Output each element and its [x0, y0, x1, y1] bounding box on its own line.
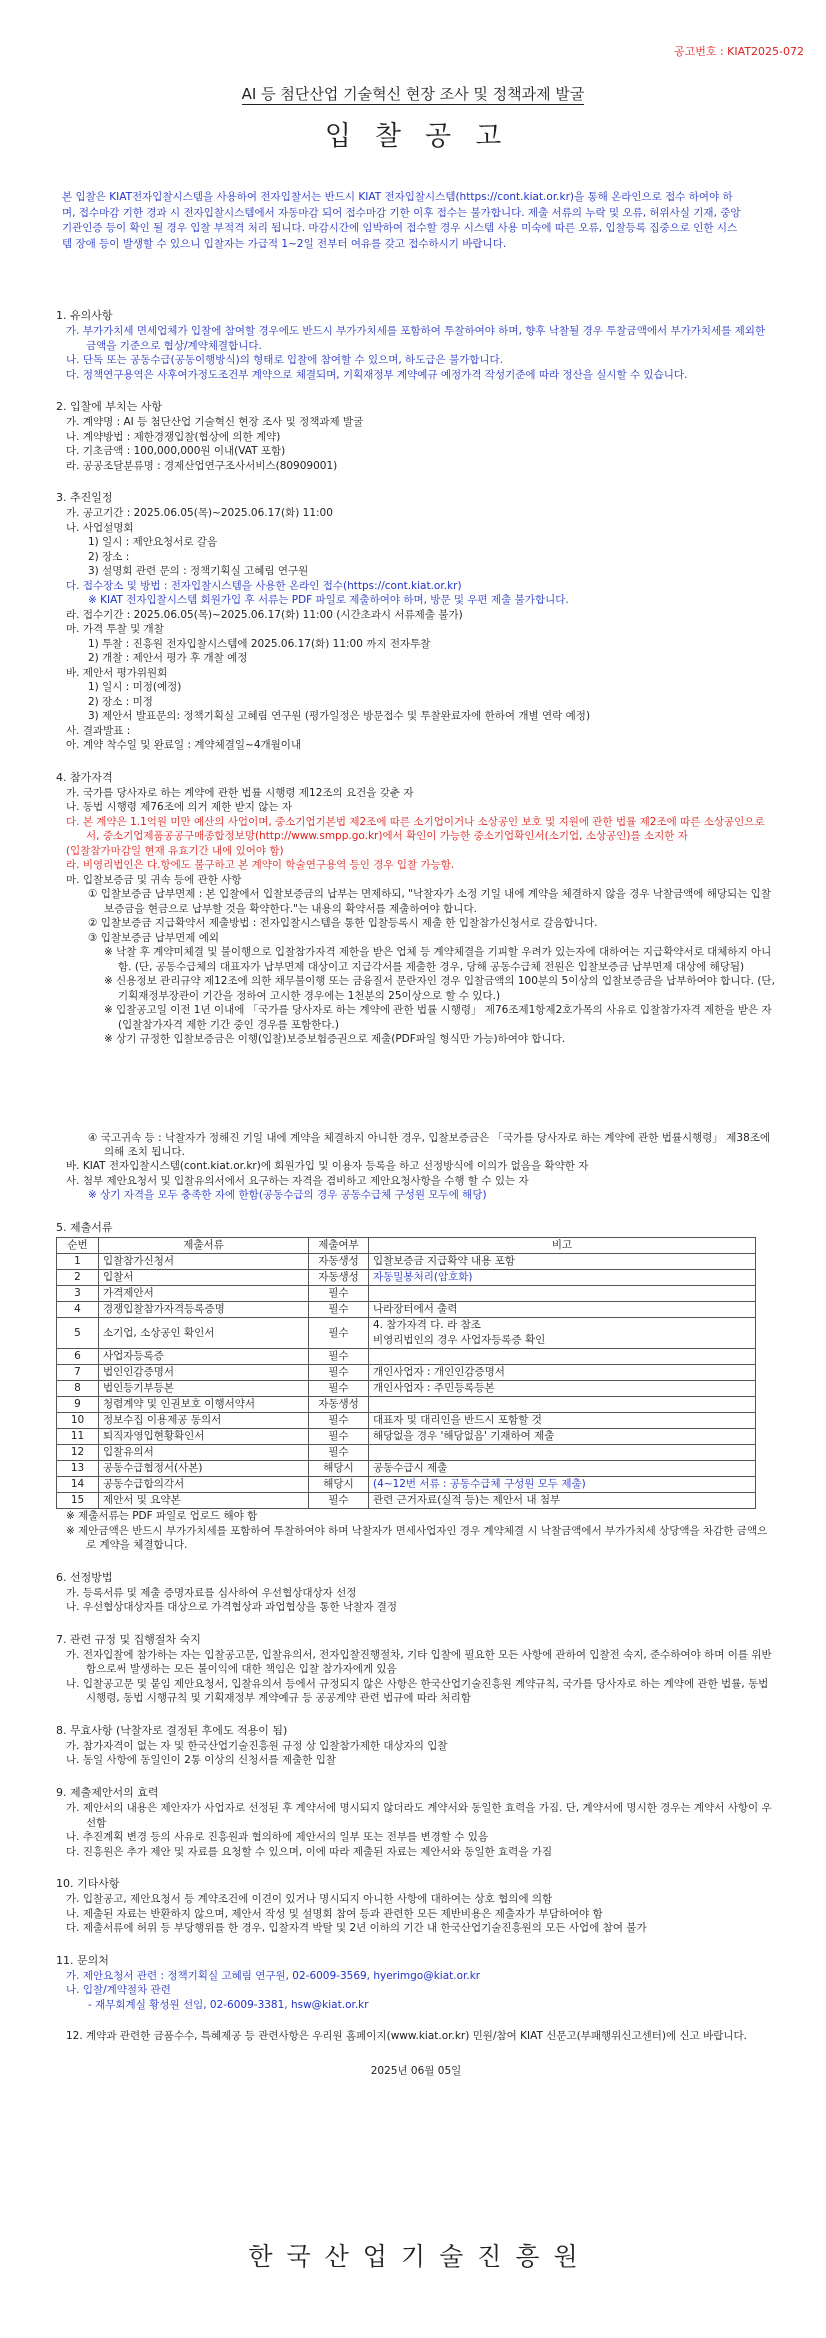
section-heading: 9. 제출제안서의 효력: [56, 1785, 159, 1799]
section-4: [56, 770, 776, 1203]
list-item: 마. 입찰보증금 및 귀속 등에 관한 사항: [66, 873, 242, 886]
list-item: 가. 참가자격이 없는 자 및 한국산업기술진흥원 규정 상 입찰참가제한 대상자의 입찰: [66, 1739, 448, 1752]
table-cell: [369, 1286, 756, 1302]
list-item: 바. KIAT 전자입찰시스템(cont.kiat.or.kr)에 회원가입 및 이용자 등록을 하고 선정방식에 이의가 없음을 확약한 자: [66, 1160, 589, 1173]
list-item: - 재무회계실 황성원 선임, 02-6009-3381, hsw@kiat.or.kr: [88, 1998, 369, 2011]
list-item: 다. 접수장소 및 방법 : 전자입찰시스템을 사용한 온라인 접수(https://cont.kiat.or.kr): [66, 579, 462, 592]
list-item: 나. 입찰공고문 및 붙임 제안요청서, 입찰유의서 등에서 규정되지 않은 사항은 한국산업기술진흥원 계약규칙, 국가를 당사자로 하는 계약에 관한 법률, 동법 시행령, 동법 시행규칙 및 기획재정부 계약예규 등 공공계약 관련 법규에 따라 처리함: [66, 1677, 769, 1705]
notice-date: 2025년 06월 05일: [370, 2064, 462, 2077]
list-item: 12. 계약과 관련한 금품수수, 특혜제공 등 관련사항은 우리원 홈페이지(www.kiat.or.kr) 민원/참여 KIAT 신문고(부패행위신고센터)에 신고 바랍니다.: [66, 2030, 747, 2043]
list-item: ※ 상기 자격을 모두 충족한 자에 한함(공동수급의 경우 공동수급체 구성원 모두에 해당): [88, 1189, 487, 1202]
table-cell: 10: [57, 1413, 99, 1429]
table-row: [57, 1461, 756, 1477]
section-heading: 7. 관련 규정 및 집행절차 숙지: [56, 1632, 201, 1646]
table-cell: 자동생성: [309, 1270, 369, 1286]
list-item: 라. 접수기간 : 2025.06.05(목)~2025.06.17(화) 11:00 (시간초과시 서류제출 불가): [66, 608, 463, 621]
table-cell: 해당시: [309, 1477, 369, 1493]
cell-note: (4~12번 서류 : 공동수급체 구성원 모두 제출): [373, 1478, 586, 1491]
table-cell: [369, 1413, 756, 1429]
table-cell: [369, 1397, 756, 1413]
list-item: 마. 가격 투찰 및 개찰: [66, 623, 164, 636]
list-item: ② 입찰보증금 지급확약서 제출방법 : 전자입찰시스템을 통한 입찰등록시 제출 한 입찰참가신청서로 갈음합니다.: [88, 917, 598, 930]
list-item: 다. 본 계약은 1.1억원 미만 예산의 사업이며, 중소기업기본법 제2조에 따른 소기업이거나 소상공인 보호 및 지원에 관한 법률 제2조에 따른 소상공인으로서, 중소기업제품공공구매종합정보망(http://www.smpp.go.kr)에서 확인이 가능한 중소기업확인서(소기업, 소상공인)를 소지한 자: [66, 815, 765, 843]
table-cell: 3: [57, 1286, 99, 1302]
table-row: [57, 1302, 756, 1318]
section-1: [56, 308, 776, 382]
intro-paragraph: 본 입찰은 KIAT전자입찰시스템을 사용하여 전자입찰서는 반드시 KIAT 전자입찰시스템(https://cont.kiat.or.kr)을 통해 온라인으로 접수 하여야 하며, 접수마감 기한 경과 시 전자입찰시스템에서 자동마감 되어 접수마감 기한 이후 접수는 불가합니다. 제출 서류의 누락 및 오류, 허위사실 기재, 중앙기관인증 등이 확인 될 경우 입찰 부적격 처리 됩니다. 마감시간에 임박하여 접수할 경우 시스템 사용 미숙에 따른 오류, 입찰등록 집중으로 인한 시스템 장애 등이 발생할 수 있으니 입찰자는 가급적 1~2일 전부터 여유를 갖고 접수하시기 바랍니다.: [62, 191, 741, 250]
section-11: [56, 1953, 776, 2013]
documents-table: [56, 1237, 756, 1509]
column-header: 제출여부: [309, 1238, 369, 1254]
cell-note: 개인사업자 : 주민등록등본: [373, 1382, 495, 1395]
list-item: 3) 제안서 발표문의: 정책기획실 고혜림 연구원 (평가일정은 방문접수 및 투찰완료자에 한하여 개별 연락 예정): [88, 710, 591, 723]
table-cell: 15: [57, 1493, 99, 1509]
section-2: [56, 399, 776, 473]
column-header: 제출서류: [99, 1238, 309, 1254]
table-cell: [369, 1318, 756, 1349]
table-cell: 14: [57, 1477, 99, 1493]
section-heading: 10. 기타사항: [56, 1877, 120, 1891]
table-row: [57, 1397, 756, 1413]
table-cell: 4: [57, 1302, 99, 1318]
table-row: [57, 1381, 756, 1397]
list-item: 2) 장소 :: [88, 550, 130, 563]
list-item: 가. 전자입찰에 참가하는 자는 입찰공고문, 입찰유의서, 전자입찰진행절차, 기타 입찰에 필요한 모든 사항에 관하여 입찰전 숙지, 준수하여야 하며 이를 위반함으로써 발생하는 모든 불이익에 대한 책임은 입찰 참가자에게 있음: [66, 1648, 772, 1676]
table-cell: 5: [57, 1318, 99, 1349]
table-cell: 필수: [309, 1429, 369, 1445]
section-heading: 1. 유의사항: [56, 309, 113, 322]
section-heading: 2. 입찰에 부치는 사항: [56, 400, 162, 414]
table-cell: 퇴직자영입현황확인서: [99, 1429, 309, 1445]
table-row: [57, 1318, 756, 1349]
list-item: 다. 기초금액 : 100,000,000원 이내(VAT 포함): [66, 445, 286, 458]
cell-note: 관련 근거자료(실적 등)는 제안서 내 첨부: [373, 1494, 561, 1507]
cell-note: 개인사업자 : 개인인감증명서: [373, 1366, 505, 1379]
list-item: 나. 단독 또는 공동수급(공동이행방식)의 형태로 입찰에 참여할 수 있으며, 하도급은 불가합니다.: [66, 354, 504, 367]
table-cell: 필수: [309, 1302, 369, 1318]
table-row: [57, 1254, 756, 1270]
list-item: 가. 입찰공고, 제안요청서 등 계약조건에 이견이 있거나 명시되지 아니한 사항에 대하여는 상호 협의에 의함: [66, 1893, 553, 1906]
table-cell: 필수: [309, 1413, 369, 1429]
list-item: 1) 일시 : 제안요청서로 갈음: [88, 536, 218, 549]
table-header-row: [57, 1238, 756, 1254]
table-cell: 공동수급합의각서: [99, 1477, 309, 1493]
table-cell: 입찰참가신청서: [99, 1254, 309, 1270]
table-cell: 12: [57, 1445, 99, 1461]
organization-name: 한국산업기술진흥원: [248, 2242, 592, 2271]
list-item: 나. 계약방법 : 제한경쟁입찰(협상에 의한 계약): [66, 430, 281, 443]
list-item: 나. 동일 사항에 동일인이 2통 이상의 신청서를 제출한 입찰: [66, 1754, 337, 1767]
table-cell: 필수: [309, 1381, 369, 1397]
cell-note: 비영리법인의 경우 사업자등록증 확인: [373, 1334, 546, 1347]
table-cell: [369, 1302, 756, 1318]
list-item: 나. 제출된 자료는 반환하지 않으며, 제안서 작성 및 설명회 참여 등과 관련한 모든 제반비용은 제출자가 부담하여야 함: [66, 1907, 603, 1920]
list-item: 가. 국가를 당사자로 하는 계약에 관한 법률 시행령 제12조의 요건을 갖춘 자: [66, 786, 414, 799]
column-header: 비고: [369, 1238, 756, 1254]
table-cell: 법인인감증명서: [99, 1365, 309, 1381]
cell-note: 나라장터에서 출력: [373, 1303, 458, 1316]
list-item: 1) 투찰 : 진흥원 전자입찰시스템에 2025.06.17(화) 11:00 까지 전자투찰: [88, 637, 431, 650]
list-item: ④ 국고귀속 등 : 낙찰자가 정해진 기일 내에 계약을 체결하지 아니한 경우, 입찰보증금은 「국가를 당사자로 하는 계약에 관한 법률시행령」 제38조에 의해 조치 됩니다.: [88, 1131, 771, 1158]
list-item: ※ 제출서류는 PDF 파일로 업로드 해야 함: [66, 1510, 258, 1523]
notice-number: 공고번호 : KIAT2025-072: [673, 45, 804, 58]
list-item: 가. 공고기간 : 2025.06.05(목)~2025.06.17(화) 11:00: [66, 507, 333, 520]
table-cell: 필수: [309, 1445, 369, 1461]
table-cell: 13: [57, 1461, 99, 1477]
table-cell: 사업자등록증: [99, 1349, 309, 1365]
list-item: 다. 정책연구용역은 사후여가정도조건부 계약으로 체결되며, 기획재정부 계약예규 예정가격 작성기준에 따라 정산을 실시할 수 있습니다.: [66, 368, 688, 381]
table-cell: 6: [57, 1349, 99, 1365]
table-cell: 제안서 및 요약본: [99, 1493, 309, 1509]
list-item: ※ 입찰공고일 이전 1년 이내에 「국가를 당사자로 하는 계약에 관한 법률 시행령」 제76조제1항제2호가목의 사유로 입찰참가자격 제한을 받은 자(입찰참가자격 제한 기간 중인 경우를 포함한다.): [104, 1004, 772, 1031]
table-row: [57, 1413, 756, 1429]
table-cell: 9: [57, 1397, 99, 1413]
list-item: 나. 동법 시행령 제76조에 의거 제한 받지 않는 자: [66, 801, 292, 814]
list-item: 가. 제안서의 내용은 제안자가 사업자로 선정된 후 계약서에 명시되지 않더라도 계약서와 동일한 효력을 가짐. 단, 계약서에 명시한 경우는 계약서 사항이 우선함: [66, 1802, 772, 1829]
list-item: 사. 결과발표 :: [66, 724, 131, 737]
section-7: [56, 1632, 776, 1706]
table-cell: 자동생성: [309, 1397, 369, 1413]
table-cell: 필수: [309, 1349, 369, 1365]
column-header: 순번: [57, 1238, 99, 1254]
section-heading: 6. 선정방법: [56, 1570, 113, 1584]
table-row: [57, 1270, 756, 1286]
table-cell: 가격제안서: [99, 1286, 309, 1302]
list-item: 가. 부가가치세 면세업체가 입찰에 참여할 경우에도 반드시 부가가치세를 포함하여 투찰하여야 하며, 향후 낙찰될 경우 투찰금액에서 부가가치세를 제외한 금액을 기준으로 협상/계약체결합니다.: [66, 325, 766, 352]
table-cell: [369, 1461, 756, 1477]
table-cell: [369, 1477, 756, 1493]
list-item: 바. 제안서 평가위원회: [66, 666, 168, 679]
table-body: [57, 1254, 756, 1509]
list-item: ※ 제안금액은 반드시 부가가치세를 포함하여 투찰하여야 하며 낙찰자가 면세사업자인 경우 계약체결 시 낙찰금액에서 부가가치세 상당액을 차감한 금액으로 계약을 체결합니다.: [66, 1524, 768, 1552]
table-cell: [369, 1254, 756, 1270]
list-item: 나. 입찰/계약절차 관련: [66, 1984, 171, 1997]
list-item: ① 입찰보증금 납부면제 : 본 입찰에서 입찰보증금의 납부는 면제하되, "낙찰자가 소정 기일 내에 계약을 체결하지 않을 경우 낙찰금액에 해당되는 입찰보증금을 현금으로 납부할 것을 확약한다."는 내용의 확약서를 제출하여야 합니다.: [88, 888, 771, 915]
table-cell: 입찰서: [99, 1270, 309, 1286]
list-item: 가. 제안요청서 관련 : 정책기획실 고혜림 연구원, 02-6009-3569, hyerimgo@kiat.or.kr: [66, 1969, 481, 1982]
table-cell: 소기업, 소상공인 확인서: [99, 1318, 309, 1349]
list-item: 나. 사업설명회: [66, 521, 134, 534]
list-item: 1) 일시 : 미정(예정): [88, 681, 182, 694]
list-item: 라. 비영리법인은 다.항에도 불구하고 본 계약이 학술연구용역 등인 경우 입찰 가능함.: [66, 859, 455, 872]
cell-note: 4. 참가자격 다. 라 참조: [373, 1319, 481, 1332]
section-heading: 3. 추진일정: [56, 491, 113, 505]
list-item: 라. 공공조달분류명 : 경제산업연구조사서비스(80909001): [66, 459, 338, 472]
list-item: 3) 설명회 관련 문의 : 정책기획실 고혜림 연구원: [88, 565, 309, 578]
table-cell: 경쟁입찰참가자격등록증명: [99, 1302, 309, 1318]
cell-note: 공동수급시 제출: [373, 1462, 448, 1475]
table-cell: [369, 1381, 756, 1397]
section-heading: 11. 문의처: [56, 1953, 109, 1967]
list-item: 가. 등록서류 및 제출 증명자료를 심사하여 우선협상대상자 선정: [66, 1586, 357, 1599]
list-item: ※ KIAT 전자입찰시스템 회원가입 후 서류는 PDF 파일로 제출하여야 하며, 방문 및 우편 제출 불가합니다.: [88, 594, 569, 607]
cell-note: 대표자 및 대리인을 반드시 포함할 것: [373, 1414, 542, 1427]
list-item: 2) 개찰 : 제안서 평가 후 개찰 예정: [88, 652, 248, 665]
section-5: [56, 1220, 776, 1553]
list-item: ※ 상기 규정한 입찰보증금은 이행(입찰)보증보험증권으로 제출(PDF파일 형식만 가능)하여야 합니다.: [104, 1033, 566, 1046]
list-item: ③ 입찰보증금 납부면제 예외: [88, 931, 219, 944]
section-12: [56, 2029, 776, 2043]
list-item: 다. 제출서류에 허위 등 부당행위를 한 경우, 입찰자격 박탈 및 2년 이하의 기간 내 한국산업기술진흥원의 모든 사업에 참여 불가: [66, 1922, 647, 1935]
table-cell: 해당시: [309, 1461, 369, 1477]
section-heading: 8. 무효사항 (낙찰자로 결정된 후에도 적용이 됨): [56, 1723, 288, 1737]
list-item: ※ 낙찰 후 계약미체결 및 불이행으로 입찰참가자격 제한을 받은 업체 등 계약체결을 기피할 우려가 있는자에 대하여는 지급확약서로 대체하지 아니함. (단, 공동수급체의 대표자가 납부면제 대상이고 지급각서를 제출한 경우, 당해 공동수급체 전원은 입찰보증금 납부면제 대상에 해당됨): [104, 946, 772, 973]
section-9: [56, 1785, 776, 1859]
document-title: 입찰공고: [324, 121, 526, 152]
table-cell: 청렴계약 및 인권보호 이행서약서: [99, 1397, 309, 1413]
table-row: [57, 1349, 756, 1365]
table-cell: 필수: [309, 1318, 369, 1349]
list-item: 아. 계약 착수일 및 완료일 : 계약체결일~4개월이내: [66, 739, 302, 752]
table-cell: 정보수집 이용제공 동의서: [99, 1413, 309, 1429]
table-cell: 2: [57, 1270, 99, 1286]
list-item: 2) 장소 : 미정: [88, 695, 153, 708]
table-row: [57, 1477, 756, 1493]
section-10: [56, 1876, 776, 1936]
list-item: 나. 추진계획 변경 등의 사유로 진흥원과 협의하에 제안서의 일부 또는 전부를 변경할 수 있음: [66, 1831, 489, 1844]
table-cell: [369, 1270, 756, 1286]
table-cell: [369, 1349, 756, 1365]
table-row: [57, 1493, 756, 1509]
list-item: 다. 진흥원은 추가 제안 및 자료를 요청할 수 있으며, 이에 따라 제출된 자료는 제안서와 동일한 효력을 가짐: [66, 1845, 553, 1858]
table-cell: 1: [57, 1254, 99, 1270]
section-6: [56, 1570, 776, 1615]
section-heading: 4. 참가자격: [56, 770, 113, 784]
table-cell: [369, 1493, 756, 1509]
table-cell: 필수: [309, 1493, 369, 1509]
table-row: [57, 1365, 756, 1381]
project-title: AI 등 첨단산업 기술혁신 현장 조사 및 정책과제 발굴: [241, 85, 585, 103]
list-item: 사. 첨부 제안요청서 및 입찰유의서에서 요구하는 자격을 겸비하고 제안요청사항을 수행 할 수 있는 자: [66, 1174, 529, 1187]
section-3: [56, 490, 776, 752]
section-heading: 5. 제출서류: [56, 1220, 113, 1234]
table-cell: 법인등기부등본: [99, 1381, 309, 1397]
table-row: [57, 1286, 756, 1302]
table-cell: [369, 1445, 756, 1461]
list-item: 나. 우선협상대상자를 대상으로 가격협상과 과업협상을 통한 낙찰자 결정: [66, 1601, 397, 1614]
table-cell: 공동수급협정서(사본): [99, 1461, 309, 1477]
table-cell: 자동생성: [309, 1254, 369, 1270]
notice-body: [56, 308, 776, 2078]
list-item: (입찰참가마감일 현재 유효기간 내에 있어야 함): [66, 844, 284, 857]
table-cell: [369, 1429, 756, 1445]
table-cell: 8: [57, 1381, 99, 1397]
cell-note: 입찰보증금 지급확약 내용 포함: [373, 1255, 515, 1268]
table-cell: 11: [57, 1429, 99, 1445]
table-cell: 필수: [309, 1365, 369, 1381]
cell-note: 자동밀봉처리(암호화): [373, 1271, 473, 1284]
list-item: ※ 신용정보 관리규약 제12조에 의한 채무불이행 또는 금융질서 문란자인 경우 입찰금액의 100분의 5이상의 입찰보증금을 납부하여야 합니다. (단, 기획재정부장관이 기간을 정하여 고시한 경우에는 1천분의 25이상으로 할 수 있다.): [104, 975, 775, 1002]
blank-space: [56, 1047, 776, 1131]
table-row: [57, 1445, 756, 1461]
section-8: [56, 1723, 776, 1768]
cell-note: 해당없을 경우 '해당없음' 기재하여 제출: [373, 1430, 555, 1443]
table-cell: 7: [57, 1365, 99, 1381]
table-row: [57, 1429, 756, 1445]
list-item: 가. 계약명 : AI 등 첨단산업 기술혁신 현장 조사 및 정책과제 발굴: [66, 416, 364, 429]
table-cell: 필수: [309, 1286, 369, 1302]
table-cell: 입찰유의서: [99, 1445, 309, 1461]
table-cell: [369, 1365, 756, 1381]
